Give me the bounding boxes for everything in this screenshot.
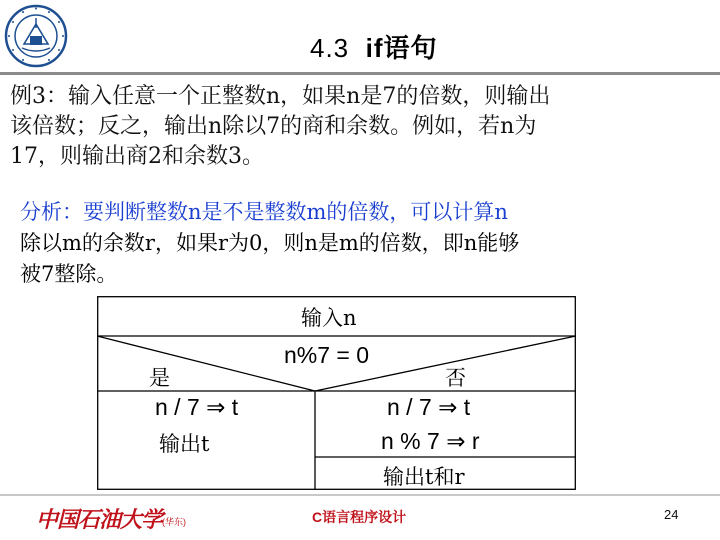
no-step-output: 输出t和r	[383, 465, 465, 489]
yes-step-output: 输出t	[159, 432, 210, 456]
analysis-text	[20, 197, 710, 290]
university-campus-tag: (华东)	[162, 517, 186, 527]
condition-text: n%7 = 0	[284, 342, 370, 368]
problem-statement	[10, 82, 710, 172]
input-step: 输入n	[301, 306, 357, 330]
yes-step-quotient: n / 7 ⇒ t	[155, 394, 239, 420]
title-divider	[0, 72, 720, 75]
footer-divider	[0, 494, 720, 496]
no-step-remainder: n % 7 ⇒ r	[381, 428, 480, 454]
analysis-line-3: 被7整除。	[20, 262, 118, 286]
no-step-quotient: n / 7 ⇒ t	[387, 394, 471, 420]
yes-label: 是	[149, 366, 170, 390]
course-title: C语言程序设计	[312, 509, 407, 525]
problem-line: 例3：输入任意一个正整数n，如果n是7的倍数，则输出	[10, 84, 551, 109]
analysis-line-1: 分析：要判断整数n是不是整数m的倍数，可以计算n	[20, 200, 508, 224]
university-seal-icon	[4, 4, 68, 68]
university-logo-text: 中国石油大学	[36, 507, 163, 533]
page-number: 24	[664, 507, 679, 522]
problem-line: 该倍数；反之，输出n除以7的商和余数。例如，若n为	[10, 114, 537, 139]
ns-flowchart	[97, 296, 576, 490]
analysis-line	[20, 197, 710, 228]
slide-title	[310, 28, 438, 65]
title-text: if语句	[365, 33, 438, 63]
problem-line: 17，则输出商2和余数3。	[10, 144, 264, 169]
analysis-line-2: 除以m的余数r，如果r为0，则n是m的倍数，即n能够	[20, 231, 520, 255]
no-label: 否	[445, 366, 466, 390]
title-number: 4.3	[310, 33, 350, 63]
